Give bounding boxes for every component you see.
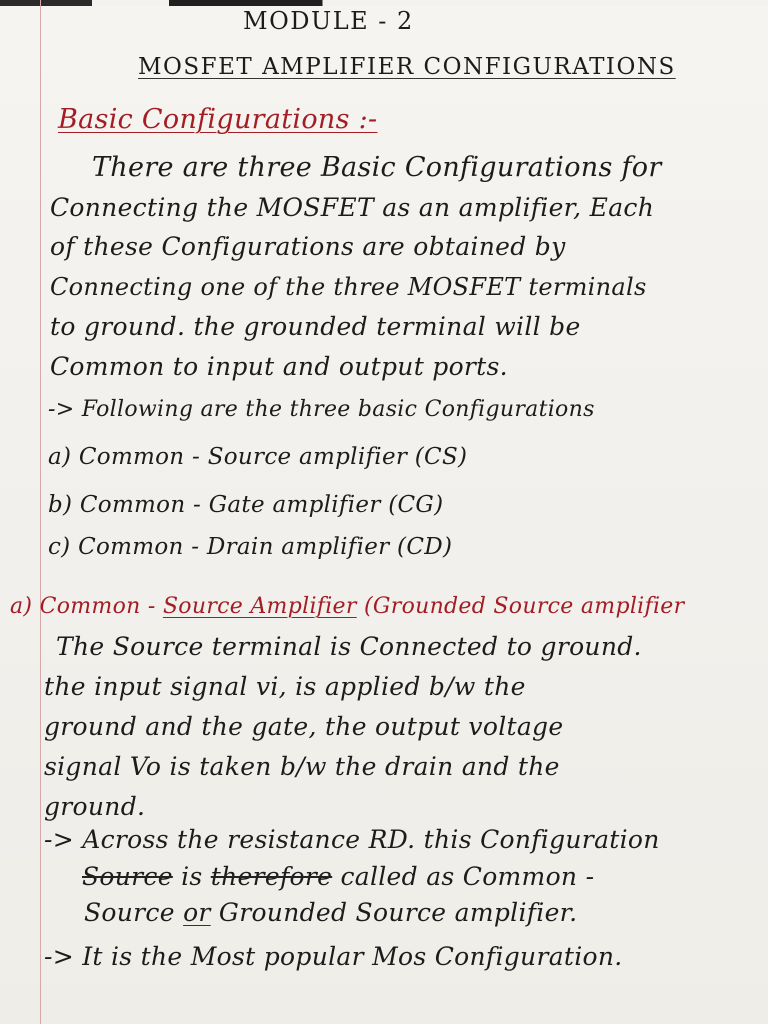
paragraph-line: ground.	[44, 792, 146, 821]
paragraph-line: ground and the gate, the output voltage	[44, 712, 564, 741]
struck-word: Source	[82, 862, 173, 891]
paragraph-line: There are three Basic Configurations for	[92, 152, 662, 183]
paragraph-line: to ground. the grounded terminal will be	[50, 312, 581, 341]
list-item: a) Common - Source amplifier (CS)	[48, 444, 468, 470]
note-text: is	[172, 862, 211, 891]
paragraph-line: the input signal vi, is applied b/w the	[44, 672, 526, 701]
section-heading-common-source	[10, 592, 684, 622]
paragraph-line: signal Vo is taken b/w the drain and the	[44, 752, 560, 781]
note-text: called as Common -	[332, 862, 595, 891]
cs-heading-underlined: Source Amplifier	[162, 594, 357, 619]
note-line: -> Across the resistance RD. this Configuration	[44, 825, 660, 854]
paragraph-line: The Source terminal is Connected to ground.	[56, 632, 642, 661]
paragraph-line: of these Configurations are obtained by	[50, 232, 566, 261]
paragraph-line: Connecting the MOSFET as an amplifier, Each	[50, 193, 655, 222]
topic-title: MOSFET AMPLIFIER CONFIGURATIONS	[138, 54, 676, 80]
note-text: Grounded Source amplifier.	[210, 898, 578, 927]
cs-heading-prefix: a) Common -	[10, 594, 163, 619]
margin-line	[40, 0, 41, 1024]
paragraph-line: Connecting one of the three MOSFET terminals	[50, 273, 647, 301]
list-intro: -> Following are the three basic Configurations	[48, 397, 595, 422]
list-item: c) Common - Drain amplifier (CD)	[48, 534, 453, 560]
note-line	[82, 862, 594, 892]
note-line: -> It is the Most popular Mos Configuration.	[44, 942, 623, 971]
note-text: Source	[84, 898, 184, 927]
note-text-or: or	[183, 898, 211, 927]
module-title: MODULE - 2	[243, 7, 414, 35]
note-line	[84, 898, 577, 928]
section-heading-basic-configurations: Basic Configurations :-	[58, 104, 378, 135]
struck-word: therefore	[210, 862, 333, 891]
paragraph-line: Common to input and output ports.	[50, 352, 508, 381]
list-item: b) Common - Gate amplifier (CG)	[48, 492, 444, 518]
cs-heading-suffix: (Grounded Source amplifier	[356, 594, 685, 619]
